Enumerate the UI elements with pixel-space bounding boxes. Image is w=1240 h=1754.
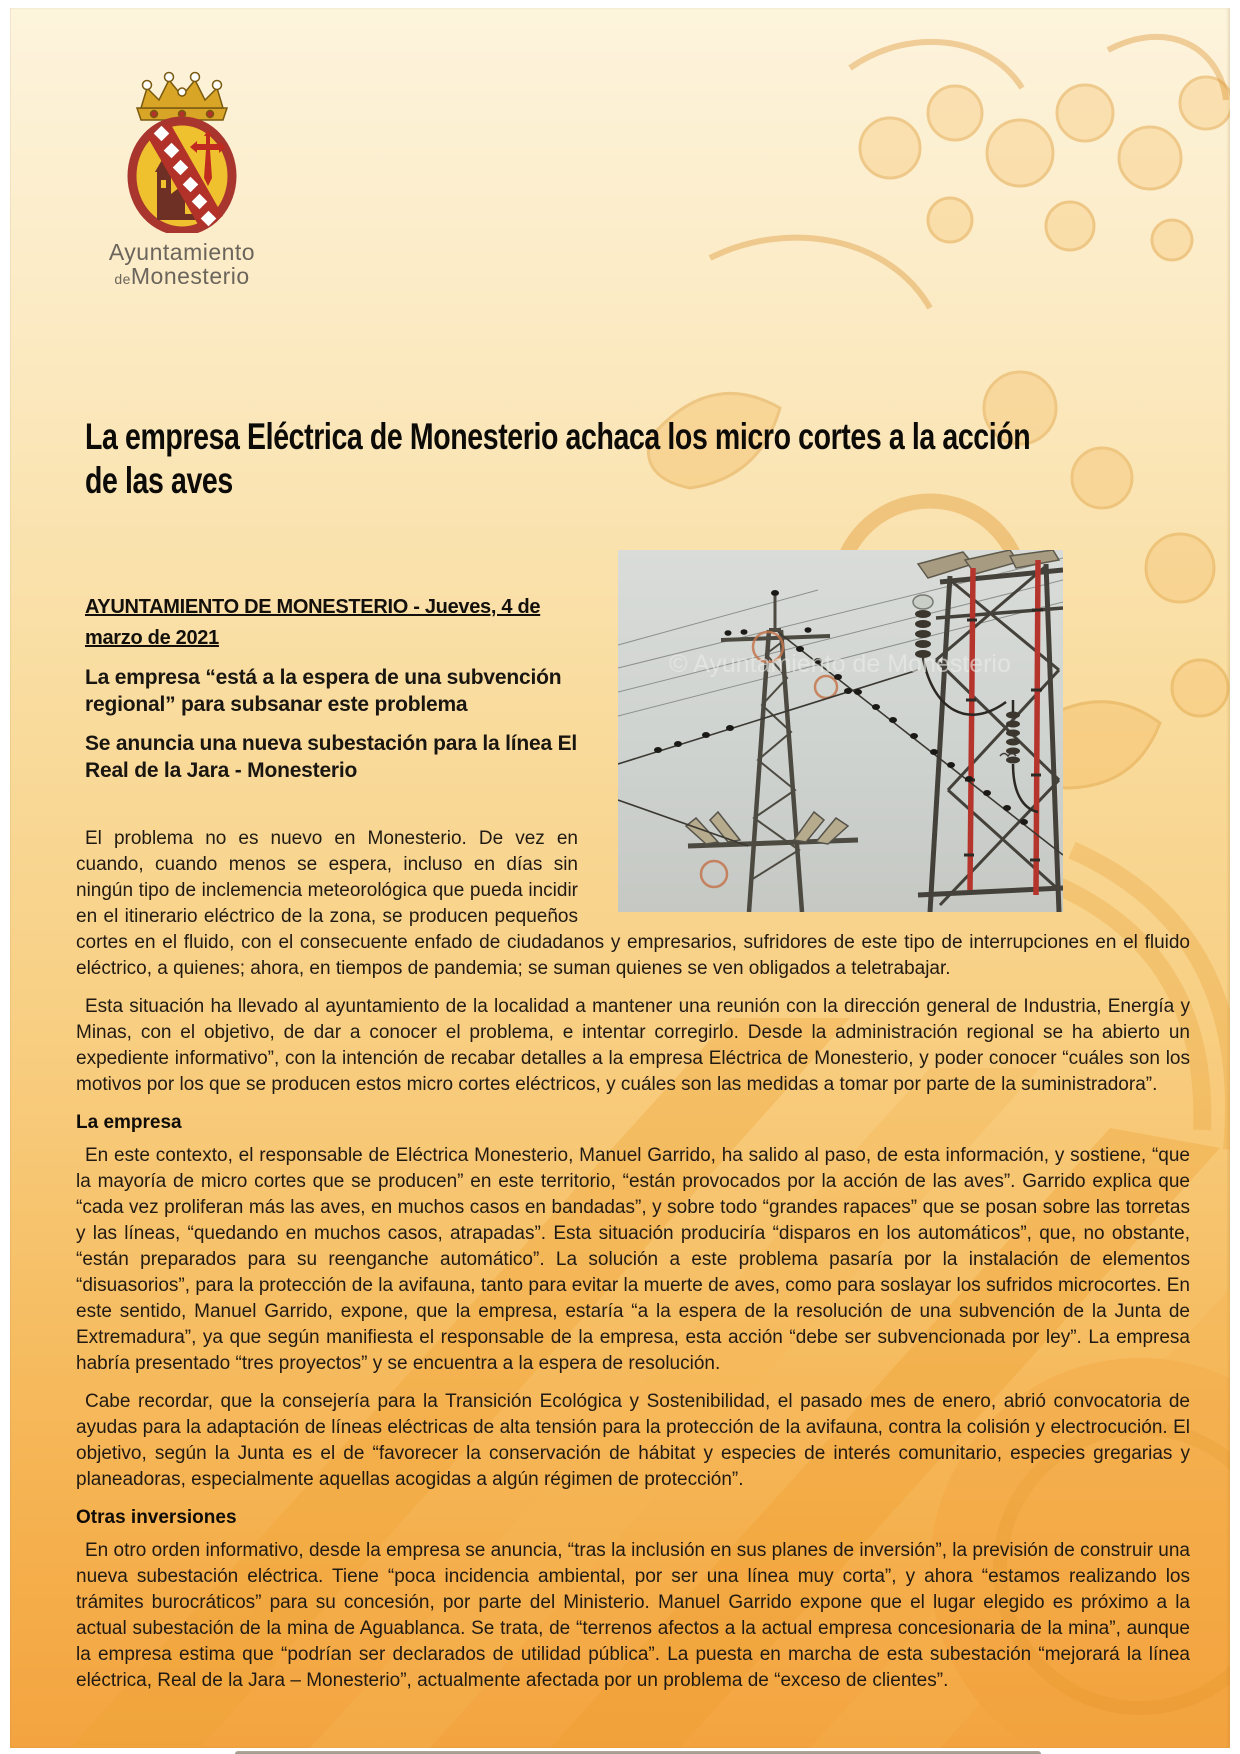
- article-title: La empresa Eléctrica de Monesterio achaca los micro cortes a la acción de las aves: [85, 415, 1031, 501]
- page-background: [10, 8, 1230, 1748]
- logo-org-line2-name: Monesterio: [130, 263, 250, 289]
- paragraph-intro-1: El problema no es nuevo en Monesterio. De vez en cuando, cuando menos se espera, incluso en días sin ningún tipo de inclemencia meteorológica que pueda incidir en el itinerario eléctrico de la zona, se producen pequeños cortes en el fluido, con el consecuente enfado de ciudadanos y empresarios, sufridores de este tipo de interrupciones en el fluido eléctrico, a quienes; ahora, en tiempos de pandemia; se suman quienes se ven obligados a teletrabajar.: [76, 828, 1190, 979]
- crest-crown: [137, 73, 227, 121]
- paragraph-company-1: En este contexto, el responsable de Eléctrica Monesterio, Manuel Garrido, ha salido al paso, de esta información, y sostiene, “que la mayoría de micro cortes que se producen” en este territorio, “están provocados por la acción de las aves”. Garrido explica que “cada vez proliferan más las aves, en muchos casos en bandadas”, y sobre todo “grandes rapaces” que se posan sobre las torretas y las líneas, “quedando en muchos casos, atrapadas”. Esta situación produciría “disparos en los automáticos”, que, no obstante, “están preparados para su reenganche automático”. La solución a este problema pasaría por la instalación de elementos “disuasorios”, para la protección de la avifauna, tanto para evitar la muerte de aves, como para soslayar los sufridos microcortes. En este sentido, Manuel Garrido, expone, que la empresa, estaría “a la espera de la resolución de una subvención de la Junta de Extremadura”, ya que según manifiesta el responsable de la empresa, esta acción “debe ser subvencionada por ley”. La empresa habría presentado “tres proyectos” y se encuentra a la espera de resolución.: [76, 1145, 1190, 1374]
- paragraph-intro-2: Esta situación ha llevado al ayuntamiento de la localidad a mantener una reunión con la dirección general de Industria, Energía y Minas, con el objetivo, de dar a conocer el problema, e intentar corregirlo. Desde la administración regional se ha abierto un expediente informativo”, con la intención de recabar detalles a la empresa Eléctrica de Monesterio, y poder conocer “cuáles son los motivos por los que se producen estos micro cortes eléctricos, y cuáles son las medidas a tomar por parte de la suministradora”.: [76, 996, 1190, 1095]
- coat-of-arms-icon: [107, 68, 257, 233]
- logo-org-name: [92, 240, 272, 291]
- photo-text-wrap-spacer: [578, 826, 1190, 912]
- section-heading-investments: Otras inversiones: [76, 1507, 237, 1528]
- section-heading-company: La empresa: [76, 1112, 182, 1133]
- article-lede: [85, 592, 592, 796]
- coat-of-arms-logo: [92, 68, 272, 291]
- paragraph-investments-1: En otro orden informativo, desde la empresa se anuncia, “tras la inclusión en sus planes de inversión”, la previsión de construir una nueva subestación eléctrica. Tiene “poca incidencia ambiental, por ser una línea muy corta”, y ahora “estamos realizando los trámites burocráticos” para su concesión, por parte del Ministerio. Manuel Garrido expone que el lugar elegido es próximo a la actual subestación de la mina de Aguablanca. Se trata, de “terrenos afectos a la actual empresa concesionaria de la mina”, aunque la empresa estima que “podrían ser declarados de utilidad pública”. La puesta en marcha de esta subestación “mejorará la línea eléctrica, Real de la Jara – Monesterio”, actualmente afectada por un problema de “exceso de clientes”.: [76, 1540, 1190, 1691]
- dateline: AYUNTAMIENTO DE MONESTERIO - Jueves, 4 de marzo de 2021: [85, 596, 541, 649]
- logo-org-line2-prefix: de: [114, 271, 131, 287]
- logo-org-line2: [92, 264, 272, 291]
- paragraph-company-2: Cabe recordar, que la consejería para la Transición Ecológica y Sostenibilidad, el pasado mes de enero, abrió convocatoria de ayudas para la adaptación de líneas eléctricas de alta tensión para la protección de la avifauna, contra la colisión y electrocución. El objetivo, según la Junta es el de “favorecer la conservación de hábitat y especies de interés comunitario, especies gregarias y planeadoras, especialmente aquellas acogidas a algún régimen de protección”.: [76, 1391, 1190, 1490]
- logo-org-line1: Ayuntamiento: [108, 239, 256, 265]
- subhead-1: La empresa “está a la espera de una subvención regional” para subsanar este problema: [85, 666, 562, 716]
- article-body: [76, 826, 1190, 1706]
- subhead-2: Se anuncia una nueva subestación para la línea El Real de la Jara - Monesterio: [85, 732, 578, 782]
- photo-watermark: © Ayuntamiento de Monesterio: [669, 650, 1011, 678]
